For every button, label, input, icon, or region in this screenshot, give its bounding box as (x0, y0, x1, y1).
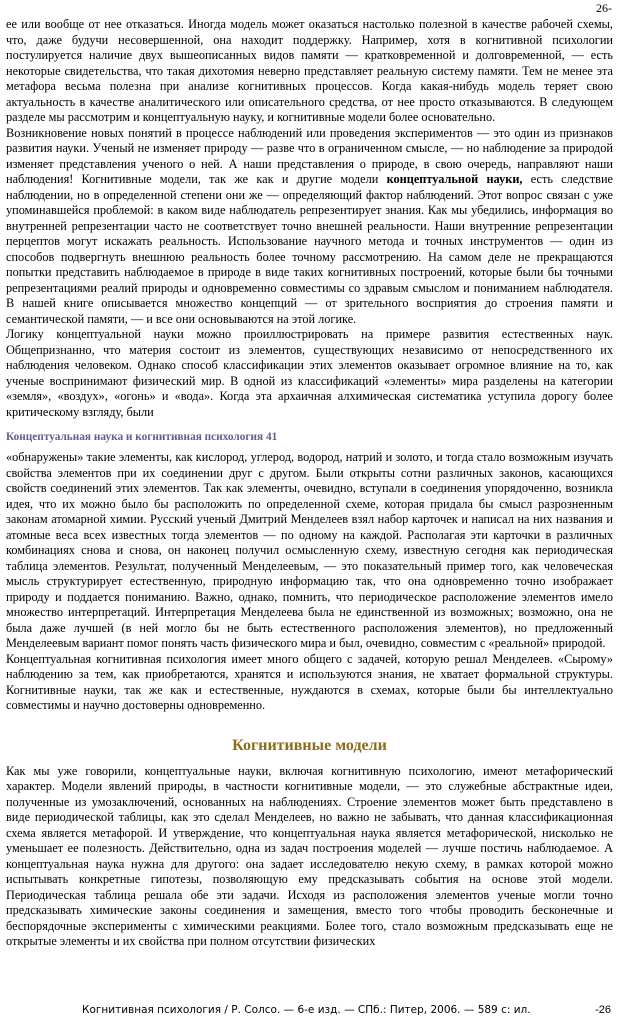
running-section-header: Концептуальная наука и когнитивная психология 41 (6, 431, 278, 443)
paragraph: ее или вообще от нее отказаться. Иногда модель может оказаться настолько полезной в качестве рабочей схемы, что, даже будучи несовершенной, она находит поддержку. Например, хотя в когнитивной психологии постулируется наличие двух вышеописанных видов памяти — кратковременной и долговременной, — есть некоторые свидетельства, что такая дихотомия неверно представляет реальную систему памяти. Тем не менее эта метафора весьма полезна при анализе когнитивных процессов. Когда какая-нибудь модель теряет свою актуальность в качестве аналитического или описательного средства, от нее просто отказываются. В следующем разделе мы рассмотрим и концептуальную науку, и когнитивные модели более основательно. (6, 17, 613, 124)
page-number-bottom: -26 (595, 1004, 611, 1016)
page-number-top: 26- (596, 1, 612, 15)
paragraph: Как мы уже говорили, концептуальные науки, включая когнитивную психологию, имеют метафорический характер. Модели явлений природы, в частности когнитивные модели, — это служебные абстрактные идеи, полученные из умозаключений, основанных на наблюдениях. Строение элементов может быть представлено в виде периодической таблицы, как это сделал Менделеев, но важно не забывать, что данная классификационная схема является метафорой. И утверждение, что концептуальная наука является метафорической, нисколько не уменьшает ее полезность. Действительно, одна из задач построения моделей — лучше постичь наблюдаемое. А концептуальная наука нужна для другого: она задает исследователю некую схему, в рамках которой можно испытывать конкретные гипотезы, позволяющую ему предсказывать события на основе этой модели. Периодическая таблица решала обе эти задачи. Исходя из расположения элементов ученые могли точно предсказывать химические законы соединения и замещения, вместо того чтобы проводить бесконечные и беспорядочные эксперименты с химическими реакциями. Более того, стало возможным предсказывать еще не открытые элементы и их свойства при полном отсутствии физических (6, 763, 613, 948)
paragraph: «обнаружены» такие элементы, как кислород, углерод, водород, натрий и золото, и тогда стало возможным изучать свойства элементов при их соединении друг с другом. Были открыты сотни различных законов, касающихся свойств соединений этих элементов. Так как элементы, очевидно, вступали в соединения упорядоченно, возникла идея, что их можно было бы расположить по определенной схеме, которая придала бы смысл разрозненным законам атомарной химии. Русский ученый Дмитрий Менделеев взял набор карточек и написал на них названия и атомные веса всех известных тогда элементов — по одному на каждой. Располагая эти карточки в различных комбинациях снова и снова, он наконец получил осмысленную схему, известную сегодня как периодическая таблица элементов. Результат, полученный Менделеевым, — это показательный пример того, как человеческая мысль структурирует естественную, природную информацию так, что она одновременно точно изображает природу и поддается пониманию. Важно, однако, помнить, что периодическое расположение элементов имело множество интерпретаций. Интерпретация Менделеева была не единственной из возможных; возможно, она не была даже лучшей (в ней могло бы не быть естественного расположения элементов), но предложенный Менделеевым вариант помог понять часть физического мира и был, очевидно, совместим с «реальной» природой. (6, 450, 613, 650)
document-body (6, 17, 613, 950)
paragraph-concept-science (6, 126, 613, 328)
paragraph-text: Возникновение новых понятий в процессе наблюдений или проведения экспериментов — это один из признаков развития науки. Ученый не изменяет природу — разве что в ограниченном смысле, — но наблюдение за природой изменяет представления ученого о ней. А наши представления о природе, в свою очередь, направляют наши наблюдения! Когнитивные модели, так же как и другие модели (6, 125, 613, 186)
paragraph: Логику концептуальной науки можно проиллюстрировать на примере развития естественных наук. Общепризнанно, что материя состоит из элементов, существующих независимо от непосредственного их наблюдения человеком. Однако способ классификации этих элементов оказывает огромное влияние на то, как ученые воспринимают физический мир. В одной из классификаций «элементы» мира разделены на категории «земля», «воздух», «огонь» и «вода». Когда эта архаичная алхимическая систематика уступила дорогу более критическому взгляду, были (6, 327, 613, 419)
paragraph-text: есть следствие наблюдении, но в определенной степени они же — определяющий фактор наблюдений. Этот вопрос связан с уже упоминавшейся проблемой: в каком виде наблюдатель репрезентирует знания. Как мы убедились, информация во внутренней репрезентации часто не соответствует точно внешней реальности. Наши внутренние репрезентации перцептов могут искажать реальность. Использование научного метода и точных инструментов — один из способов подвергнуть внешнюю реальность более точному рассмотрению. На самом деле не прекращаются попытки представить наблюдаемое в природе в виде таких когнитивных построений, которые были бы точными репрезентациями реалий природы и одновременно совместимы со здравым смыслом и пониманием наблюдателя. В нашей книге описывается множество концепций — от зрительного восприятия до строения памяти и семантической памяти, — и все они основываются на этой логике. (6, 172, 613, 326)
paragraph: Концептуальная когнитивная психология имеет много общего с задачей, которую решал Менделеев. «Сырому» наблюдению за тем, как приобретаются, хранятся и используются знания, не хватает формальной структуры. Когнитивные науки, так же как и естественные, нуждаются в схемах, которые были бы интеллектуально совместимы и научно достоверны одновременно. (6, 651, 613, 712)
spacer (6, 714, 613, 736)
page-footer (0, 1000, 620, 1018)
footer-citation: Когнитивная психология / Р. Солсо. — 6-е изд. — СПб.: Питер, 2006. — 589 с: ил. (82, 1004, 531, 1016)
section-title: Когнитивные модели (232, 736, 387, 754)
bold-term: концептуальной науки, (386, 172, 523, 186)
